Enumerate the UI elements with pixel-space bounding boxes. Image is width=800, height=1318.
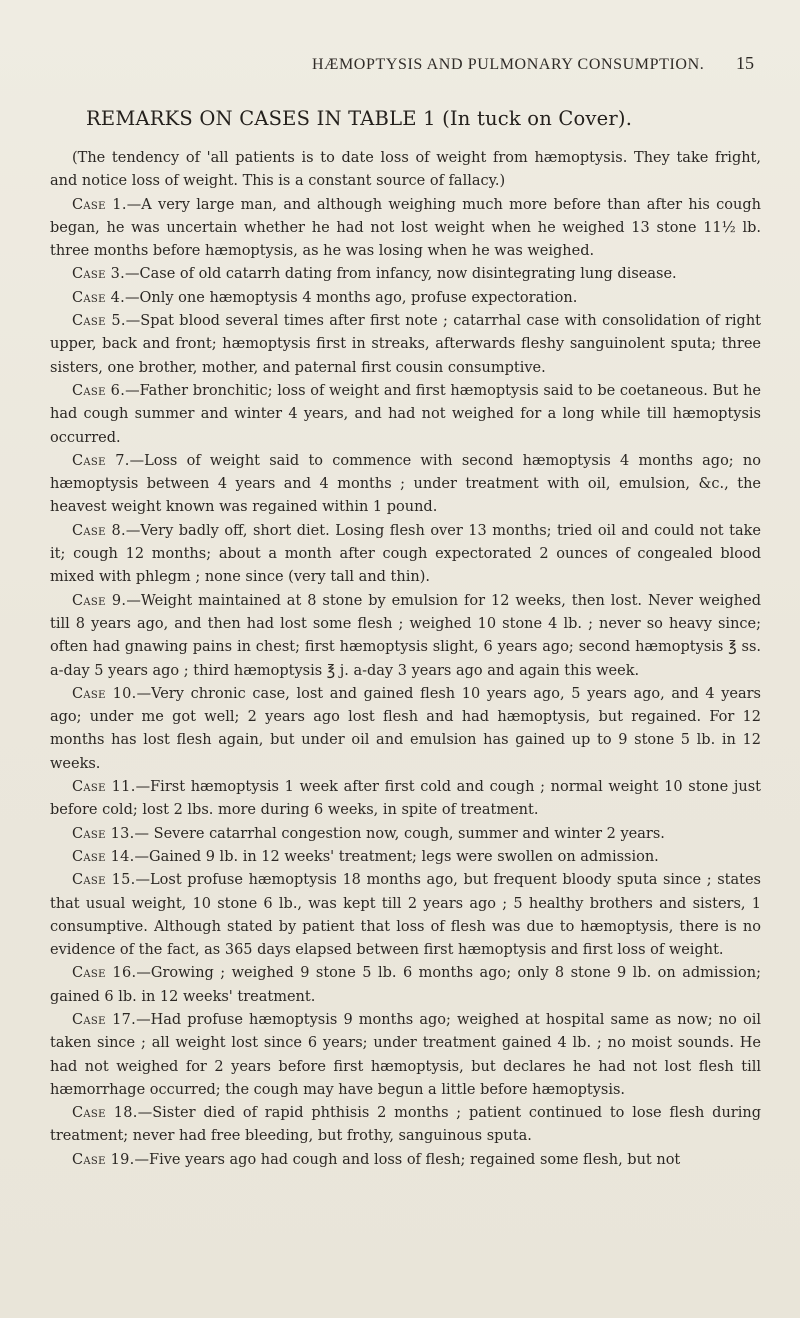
case-label: Case 17. bbox=[72, 1011, 137, 1028]
case-label: Case 19. bbox=[72, 1151, 135, 1168]
case-paragraph bbox=[50, 380, 761, 450]
case-label: Case 3. bbox=[72, 266, 126, 283]
case-text: —Very badly off, short diet. Losing flesh over 13 months; tried oil and could not take it; cough 12 months; about a month after cough expectorated 2 ounces of congealed blood mixed with phlegm ; none since (very tall and thin). bbox=[50, 522, 761, 586]
case-text: —Case of old catarrh dating from infancy, now disintegrating lung disease. bbox=[125, 266, 677, 283]
case-paragraph bbox=[50, 1149, 761, 1172]
case-paragraph bbox=[50, 776, 761, 823]
case-paragraph bbox=[50, 520, 761, 590]
page-number: 15 bbox=[736, 53, 754, 73]
case-label: Case 16. bbox=[72, 965, 137, 982]
case-paragraph bbox=[50, 287, 761, 310]
case-text: —Very chronic case, lost and gained flesh 10 years ago, 5 years ago, and 4 years ago; under me got well; 2 years ago lost flesh and had hæmoptysis, but regained. For 12 months has lost flesh again, but under oil and emulsion has gained up to 9 stone 5 lb. in 12 weeks. bbox=[50, 685, 761, 772]
case-label: Case 10. bbox=[72, 685, 137, 702]
case-paragraph bbox=[50, 194, 761, 264]
case-paragraph bbox=[50, 263, 761, 286]
case-text: —Sister died of rapid phthisis 2 months ; patient continued to lose flesh during treatment; never had free bleeding, but frothy, sanguinous sputa. bbox=[50, 1105, 761, 1145]
section-heading: REMARKS ON CASES IN TABLE 1 (In tuck on Cover). bbox=[86, 107, 633, 130]
case-paragraph bbox=[50, 450, 761, 520]
case-label: Case 18. bbox=[72, 1105, 138, 1122]
running-head: HÆMOPTYSIS AND PULMONARY CONSUMPTION. bbox=[312, 56, 705, 73]
case-label: Case 5. bbox=[72, 313, 126, 330]
case-paragraph bbox=[50, 683, 761, 776]
case-label: Case 1. bbox=[72, 196, 127, 213]
case-text: —First hæmoptysis 1 week after first cold and cough ; normal weight 10 stone just before cold; lost 2 lbs. more during 6 weeks, in spite of treatment. bbox=[50, 779, 761, 819]
case-list bbox=[50, 194, 761, 1172]
case-text: —Had profuse hæmoptysis 9 months ago; weighed at hospital same as now; no oil taken since ; all weight lost since 6 years; under treatment gained 4 lb. ; no moist sounds. He had not weighed for 2 years before first hæmoptysis, but declares he had not lost flesh till hæmorrhage occurred; the cough may have begun a little before hæmoptysis. bbox=[50, 1011, 761, 1098]
case-text: —Only one hæmoptysis 4 months ago, profuse expectoration. bbox=[125, 289, 578, 306]
case-text: —Father bronchitic; loss of weight and first hæmoptysis said to be coetaneous. But he had cough summer and winter 4 years, and had not weighed for a long while till hæmoptysis occurred. bbox=[50, 382, 761, 446]
case-label: Case 7. bbox=[72, 452, 130, 469]
case-text: —Growing ; weighed 9 stone 5 lb. 6 months ago; only 8 stone 9 lb. on admission; gained 6 lb. in 12 weeks' treatment. bbox=[50, 965, 761, 1005]
case-paragraph bbox=[50, 590, 761, 683]
case-paragraph bbox=[50, 846, 761, 869]
case-label: Case 11. bbox=[72, 779, 136, 796]
case-label: Case 14. bbox=[72, 848, 135, 865]
case-label: Case 6. bbox=[72, 382, 126, 399]
body-text bbox=[50, 147, 761, 1172]
case-text: —A very large man, and although weighing much more before than after his cough began, he was uncertain whether he had not lost weight when he weighed 13 stone 11½ lb. three months before hæmoptysis, as he was losing when he was weighed. bbox=[50, 196, 761, 260]
case-paragraph bbox=[50, 1009, 761, 1102]
case-text: —Spat blood several times after first note ; catarrhal case with consolidation of right upper, back and front; hæmoptysis first in streaks, afterwards fleshy sanguinolent sputa; three sisters, one brother, mother, and paternal first cousin consumptive. bbox=[50, 313, 761, 376]
intro-paragraph: (The tendency of 'all patients is to date loss of weight from hæmoptysis. They take fright, and notice loss of weight. This is a constant source of fallacy.) bbox=[50, 150, 761, 190]
case-text: —Loss of weight said to commence with second hæmoptysis 4 months ago; no hæmoptysis between 4 years and 4 months ; under treatment with oil, emulsion, &c., the heavest weight known was regained within 1 pound. bbox=[50, 452, 761, 516]
case-label: Case 8. bbox=[72, 522, 126, 539]
case-paragraph bbox=[50, 1102, 761, 1149]
case-paragraph bbox=[50, 310, 761, 380]
case-paragraph bbox=[50, 962, 761, 1009]
case-paragraph bbox=[50, 869, 761, 962]
case-paragraph bbox=[50, 823, 761, 846]
case-label: Case 15. bbox=[72, 872, 136, 889]
case-label: Case 4. bbox=[72, 289, 126, 306]
case-text: — Severe catarrhal congestion now, cough, summer and winter 2 years. bbox=[134, 825, 665, 842]
case-text: —Weight maintained at 8 stone by emulsion for 12 weeks, then lost. Never weighed till 8 years ago, and then had lost some flesh ; weighed 10 stone 4 lb. ; never so heavy since; often had gnawing pains in chest; first hæmoptysis slight, 6 years ago; second hæmoptysis ℥ ss. a-day 5 years ago ; third hæmoptysis ℥ j. a-day 3 years ago and again this week. bbox=[50, 592, 761, 679]
case-text: —Lost profuse hæmoptysis 18 months ago, but frequent bloody sputa since ; states that usual weight, 10 stone 6 lb., was kept till 2 years ago ; 5 healthy brothers and sisters, 1 consumptive. Although stated by patient that loss of flesh was due to hæmoptysis, there is no evidence of the fact, as 365 days elapsed between first hæmoptysis and first loss of weight. bbox=[50, 872, 761, 959]
case-label: Case 13. bbox=[72, 825, 135, 842]
case-text: —Gained 9 lb. in 12 weeks' treatment; legs were swollen on admission. bbox=[134, 848, 659, 865]
case-text: —Five years ago had cough and loss of flesh; regained some flesh, but not bbox=[134, 1151, 681, 1168]
case-label: Case 9. bbox=[72, 592, 127, 609]
